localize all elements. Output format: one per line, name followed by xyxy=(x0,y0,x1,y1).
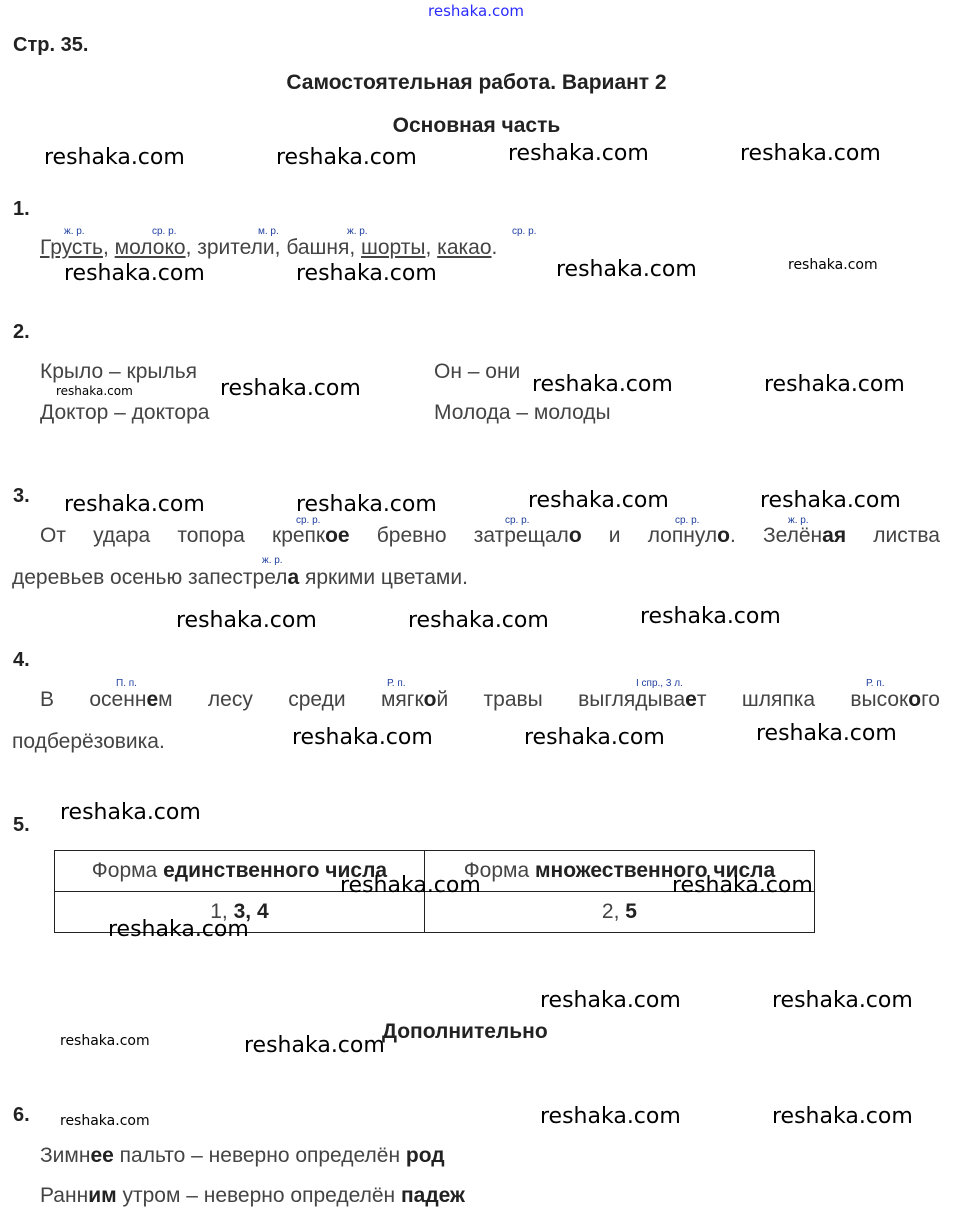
gender-note: ср. р. xyxy=(505,515,530,526)
word-underlined: шорты xyxy=(361,236,426,259)
gender-note: ср. р. xyxy=(152,226,177,237)
gender-note: ж. р. xyxy=(262,555,283,566)
task-5-number: 5. xyxy=(13,814,30,836)
watermark: reshaka.com xyxy=(44,145,185,170)
word-underlined: молоко xyxy=(114,236,186,259)
case-note: Р. п. xyxy=(866,678,885,689)
watermark: reshaka.com xyxy=(276,145,417,170)
section-extra-heading: Дополнительно xyxy=(382,1020,548,1043)
conjugation-note: I спр., 3 л. xyxy=(636,678,683,689)
pair-right: Молода – молоды xyxy=(434,401,611,424)
gender-note: ж. р. xyxy=(347,226,368,237)
gender-note: м. р. xyxy=(258,226,279,237)
watermark: reshaka.com xyxy=(740,141,881,166)
task-3-number: 3. xyxy=(13,485,30,507)
task-6-line-2: Ранним утром – неверно определён падеж xyxy=(40,1184,465,1207)
watermark: reshaka.com xyxy=(672,873,813,898)
task-3-line-2: деревьев осенью запестрела яркими цветами. xyxy=(12,566,468,589)
watermark: reshaka.com xyxy=(64,492,205,517)
watermark-top: reshaka.com xyxy=(428,2,524,20)
task-3-line-1: От удара топора крепкое бревно затрещало и лопнуло. Зелёная листва xyxy=(40,524,940,547)
page-label: Стр. 35. xyxy=(13,34,89,56)
table-cell-plural: 2, 5 xyxy=(424,892,814,933)
watermark: reshaka.com xyxy=(764,372,905,397)
pair-left: Крыло – крылья xyxy=(40,360,198,383)
watermark: reshaka.com xyxy=(340,873,481,898)
watermark: reshaka.com xyxy=(176,608,317,633)
watermark: reshaka.com xyxy=(292,725,433,750)
gender-note: ж. р. xyxy=(788,515,809,526)
watermark: reshaka.com xyxy=(524,725,665,750)
watermark: reshaka.com xyxy=(640,604,781,629)
word: башня xyxy=(286,236,350,259)
watermark: reshaka.com xyxy=(556,257,697,282)
watermark: reshaka.com xyxy=(60,1033,150,1049)
watermark: reshaka.com xyxy=(56,384,133,398)
task-6-line-1: Зимнее пальто – неверно определён род xyxy=(40,1144,445,1167)
task-4-number: 4. xyxy=(13,649,30,671)
watermark: reshaka.com xyxy=(220,376,361,401)
table-cell-singular: 1, 3, 4 xyxy=(55,892,425,933)
word-underlined: какао xyxy=(437,236,492,259)
watermark: reshaka.com xyxy=(772,988,913,1013)
watermark: reshaka.com xyxy=(296,261,437,286)
watermark: reshaka.com xyxy=(64,261,205,286)
pair-right: Он – они xyxy=(434,360,521,383)
watermark: reshaka.com xyxy=(244,1033,385,1058)
task-2-number: 2. xyxy=(13,321,30,343)
gender-note: ж. р. xyxy=(64,226,85,237)
task-6-number: 6. xyxy=(13,1104,30,1126)
watermark: reshaka.com xyxy=(528,488,669,513)
watermark: reshaka.com xyxy=(772,1104,913,1129)
gender-note: ср. р. xyxy=(296,515,321,526)
watermark: reshaka.com xyxy=(108,917,249,942)
watermark: reshaka.com xyxy=(540,1104,681,1129)
case-note: П. п. xyxy=(116,678,137,689)
task-4-line-1: В осеннем лесу среди мягкой травы выглядывает шляпка высокого xyxy=(40,688,940,711)
watermark: reshaka.com xyxy=(60,1113,150,1129)
word-underlined: Грусть xyxy=(40,236,103,259)
task-1-line: Грусть, молоко, зрители, башня, шорты, какао. xyxy=(40,236,498,259)
word: зрители xyxy=(197,236,275,259)
watermark: reshaka.com xyxy=(532,372,673,397)
section-main-heading: Основная часть xyxy=(392,114,561,137)
watermark: reshaka.com xyxy=(788,257,878,273)
gender-note: ср. р. xyxy=(512,226,537,237)
case-note: Р. п. xyxy=(387,678,406,689)
table-header-singular: Форма единственного числа xyxy=(55,851,425,892)
watermark: reshaka.com xyxy=(508,141,649,166)
page-title: Самостоятельная работа. Вариант 2 xyxy=(286,71,667,94)
watermark: reshaka.com xyxy=(756,721,897,746)
pair-left: Доктор – доктора xyxy=(40,401,210,424)
gender-note: ср. р. xyxy=(675,515,700,526)
watermark: reshaka.com xyxy=(408,608,549,633)
watermark: reshaka.com xyxy=(296,492,437,517)
watermark: reshaka.com xyxy=(60,800,201,825)
watermark: reshaka.com xyxy=(540,988,681,1013)
task-4-line-2: подберёзовика. xyxy=(12,730,165,753)
watermark: reshaka.com xyxy=(760,488,901,513)
task-1-number: 1. xyxy=(13,198,30,220)
table-header-plural: Форма множественного числа xyxy=(424,851,814,892)
